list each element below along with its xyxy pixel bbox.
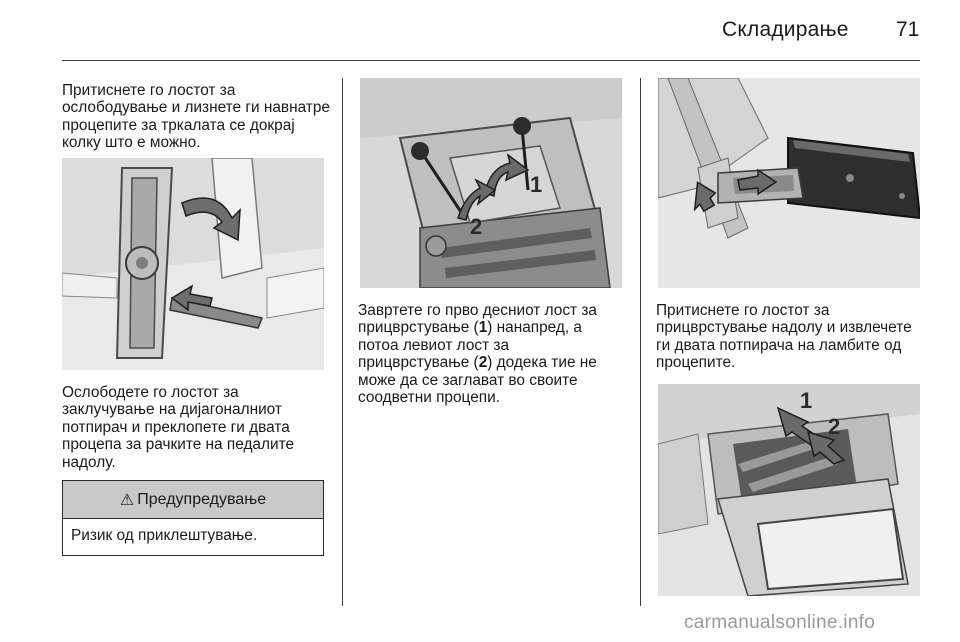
instruction-text-2: Ослободете го лостот за заклучување на дијагоналниот потпирач и преклопете ги двата процепа за рачките на педалите надолу. <box>62 384 295 471</box>
warning-body: Ризик од приклештување. <box>71 527 258 544</box>
instruction-text-3-line-6: соодветни процепи. <box>358 389 500 407</box>
warning-triangle-icon: ⚠ <box>119 491 135 509</box>
figure-label-1b: 1 <box>800 388 813 413</box>
instruction-text-3-line-4: прицврстување (2) додека тие не <box>358 354 597 372</box>
figure-label-1: 1 <box>530 172 543 197</box>
instruction-text-1: Притиснете го лостот за ослободување и лизнете ги навнатре процепите за тркалата се докрај колку што е можно. <box>62 82 330 152</box>
ref-number-2: 2 <box>478 354 488 372</box>
page-header-title: Складирање <box>722 18 849 41</box>
illustration-pedal-support <box>658 78 920 288</box>
instruction-text-4: Притиснете го лостот за прицврстување надолу и извлечете ги двата потпирача на ламбите од процепите. <box>656 302 912 372</box>
column-divider-right <box>640 78 641 606</box>
instruction-text-3-line-3: потоа левиот лост за <box>358 336 510 354</box>
page-number: 71 <box>896 18 920 41</box>
illustration-wheel-slots-drawing <box>62 158 324 370</box>
instruction-text-3-line-2: прицврстување (1) нанапред, а <box>358 319 582 337</box>
illustration-pedal-support-drawing <box>658 78 920 288</box>
warning-header <box>63 481 323 519</box>
figure-label-2: 2 <box>470 214 483 239</box>
illustration-locking-levers <box>360 78 622 288</box>
column-divider-left <box>342 78 343 606</box>
instruction-text-3-line-5: може да се заглават во своите <box>358 371 578 389</box>
instruction-text-3-line-1: Завртете го прво десниот лост за <box>358 302 597 319</box>
illustration-locking-levers-drawing <box>360 78 622 288</box>
warning-title: Предупредување <box>137 490 267 508</box>
ref-number-1: 1 <box>478 319 488 337</box>
illustration-pulling-supports <box>658 384 920 596</box>
header-rule <box>62 60 920 61</box>
illustration-pulling-supports-drawing <box>658 384 920 596</box>
figure-label-2b: 2 <box>828 414 841 439</box>
instruction-text-3 <box>358 302 628 406</box>
warning-box <box>62 480 324 556</box>
illustration-wheel-slots <box>62 158 324 370</box>
watermark: carmanualsonline.info <box>684 612 876 633</box>
